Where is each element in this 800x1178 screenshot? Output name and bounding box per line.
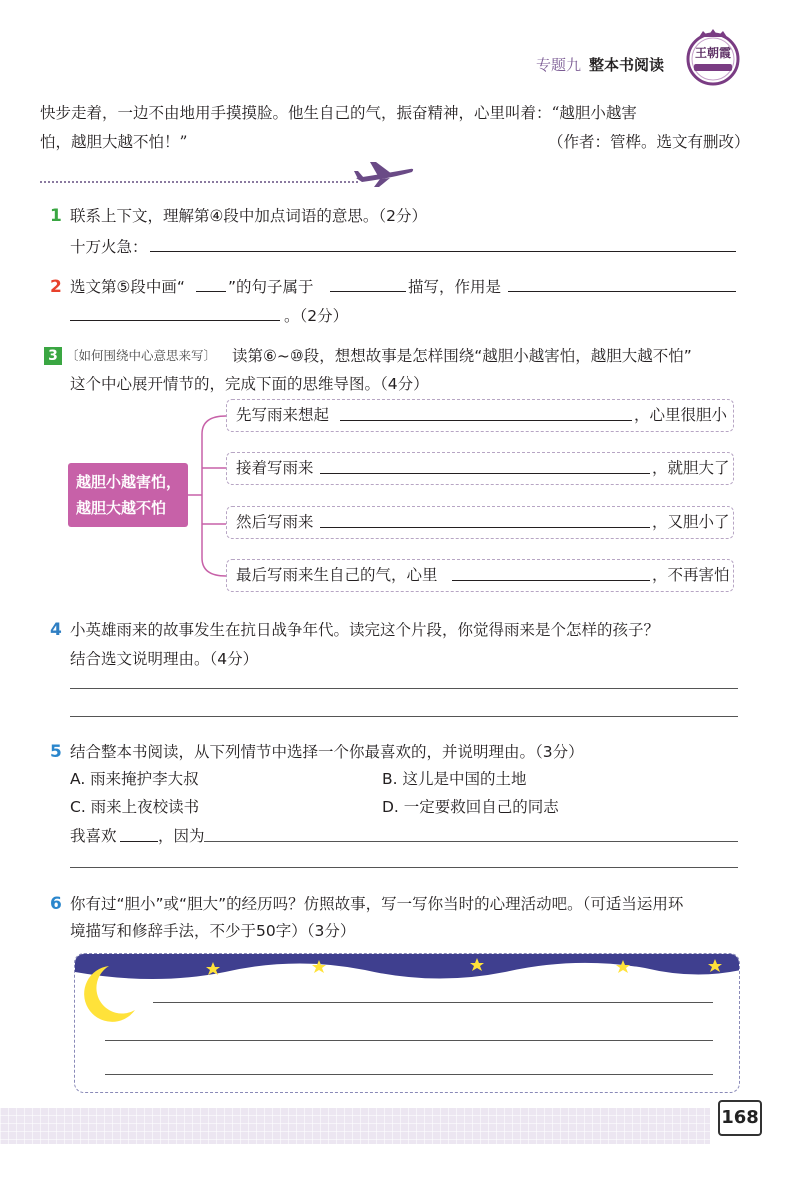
q1-label: 十万火急： bbox=[70, 238, 148, 256]
branch-4-answer-line[interactable] bbox=[452, 580, 650, 581]
q4-number: 4 bbox=[50, 620, 62, 640]
q4-answer-line-2[interactable] bbox=[70, 716, 738, 717]
q1-answer-line[interactable] bbox=[150, 251, 736, 252]
header-topic: 专题九 bbox=[536, 56, 582, 74]
branch-4-prefix: 最后写雨来生自己的气，心里 bbox=[236, 566, 438, 584]
q3-text-1: 读第⑥~⑩段，想想故事是怎样围绕“越胆小越害怕，越胆大越不怕” bbox=[232, 347, 692, 365]
q2-answer-effect-line-1[interactable] bbox=[508, 291, 736, 292]
page-number: 168 bbox=[718, 1100, 762, 1136]
q5-number: 5 bbox=[50, 742, 62, 762]
q5-reason-line-1[interactable] bbox=[204, 841, 738, 842]
mindmap-connectors bbox=[188, 400, 228, 590]
page-header bbox=[536, 56, 664, 74]
footer-band bbox=[0, 1108, 710, 1144]
night-sky-banner bbox=[75, 954, 740, 994]
section-divider bbox=[40, 181, 358, 183]
q1-text: 联系上下文，理解第④段中加点词语的意思。（2分） bbox=[70, 207, 428, 225]
q2-answer-type-line[interactable] bbox=[330, 291, 406, 292]
q6-text-2: 境描写和修辞手法，不少于50字）（3分） bbox=[70, 922, 356, 940]
q2-answer-effect-line-2[interactable] bbox=[70, 320, 280, 321]
q5-answer-label-b: ，因为 bbox=[158, 827, 205, 845]
airplane-icon bbox=[352, 158, 416, 188]
header-section: 整本书阅读 bbox=[589, 56, 665, 74]
q5-option-b[interactable]: B. 这儿是中国的土地 bbox=[382, 770, 527, 788]
q2-text-end: 。（2分） bbox=[284, 307, 349, 325]
q6-number: 6 bbox=[50, 894, 62, 914]
passage-source: （作者：管桦。选文有删改） bbox=[548, 133, 750, 151]
branch-4-suffix: ，不再害怕 bbox=[652, 566, 730, 584]
branch-3-prefix: 然后写雨来 bbox=[236, 513, 314, 531]
q6-text-1: 你有过“胆小”或“胆大”的经历吗？仿照故事，写一写你当时的心理活动吧。（可适当运用环 bbox=[70, 895, 684, 913]
q1-number: 1 bbox=[50, 206, 62, 226]
logo-text: 王朝霞 bbox=[695, 46, 732, 60]
q5-text: 结合整本书阅读，从下列情节中选择一个你最喜欢的，并说明理由。（3分） bbox=[70, 743, 584, 761]
q6-answer-line-2[interactable] bbox=[105, 1040, 713, 1041]
branch-3-suffix: ，又胆小了 bbox=[652, 513, 730, 531]
branch-3-answer-line[interactable] bbox=[320, 527, 650, 528]
mindmap-center-line-1: 越胆小越害怕， bbox=[76, 473, 182, 491]
q4-text-2: 结合选文说明理由。（4分） bbox=[70, 650, 259, 668]
writing-box bbox=[74, 953, 740, 1093]
q2-text-c: 描写，作用是 bbox=[408, 278, 502, 296]
mindmap-center-node bbox=[68, 463, 188, 527]
q3-number: 3 bbox=[44, 347, 62, 365]
branch-2-answer-line[interactable] bbox=[320, 473, 650, 474]
branch-2-suffix: ，就胆大了 bbox=[652, 459, 730, 477]
branch-1-prefix: 先写雨来想起 bbox=[236, 406, 330, 424]
q5-option-a[interactable]: A. 雨来掩护李大叔 bbox=[70, 770, 199, 788]
q5-reason-line-2[interactable] bbox=[70, 867, 738, 868]
branch-1-answer-line[interactable] bbox=[340, 420, 632, 421]
q4-answer-line-1[interactable] bbox=[70, 688, 738, 689]
q6-answer-line-1[interactable] bbox=[153, 1002, 713, 1003]
passage-line-1: 快步走着，一边不由地用手摸摸脸。他生自己的气，振奋精神，心里叫着：“越胆小越害 bbox=[40, 104, 637, 122]
q5-choice-line[interactable] bbox=[120, 841, 158, 842]
q6-answer-line-3[interactable] bbox=[105, 1074, 713, 1075]
q3-tag: 〔如何围绕中心意思来写〕 bbox=[66, 348, 217, 363]
q5-option-c[interactable]: C. 雨来上夜校读书 bbox=[70, 798, 200, 816]
q2-mark-line bbox=[196, 291, 226, 292]
q2-text-b: ”的句子属于 bbox=[228, 278, 314, 296]
q2-text-a: 选文第⑤段中画“ bbox=[70, 278, 185, 296]
branch-1-suffix: ，心里很胆小 bbox=[634, 406, 728, 424]
q2-number: 2 bbox=[50, 277, 62, 297]
q5-option-d[interactable]: D. 一定要救回自己的同志 bbox=[382, 798, 559, 816]
mindmap-center-line-2: 越胆大越不怕 bbox=[76, 499, 167, 517]
q5-answer-label-a: 我喜欢 bbox=[70, 827, 117, 845]
q3-text-2: 这个中心展开情节的，完成下面的思维导图。（4分） bbox=[70, 375, 429, 393]
branch-2-prefix: 接着写雨来 bbox=[236, 459, 314, 477]
passage-line-2: 怕，越胆大越不怕！” bbox=[40, 133, 188, 151]
moon-icon bbox=[79, 962, 139, 1032]
q4-text-1: 小英雄雨来的故事发生在抗日战争年代。读完这个片段，你觉得雨来是个怎样的孩子？ bbox=[70, 621, 660, 639]
